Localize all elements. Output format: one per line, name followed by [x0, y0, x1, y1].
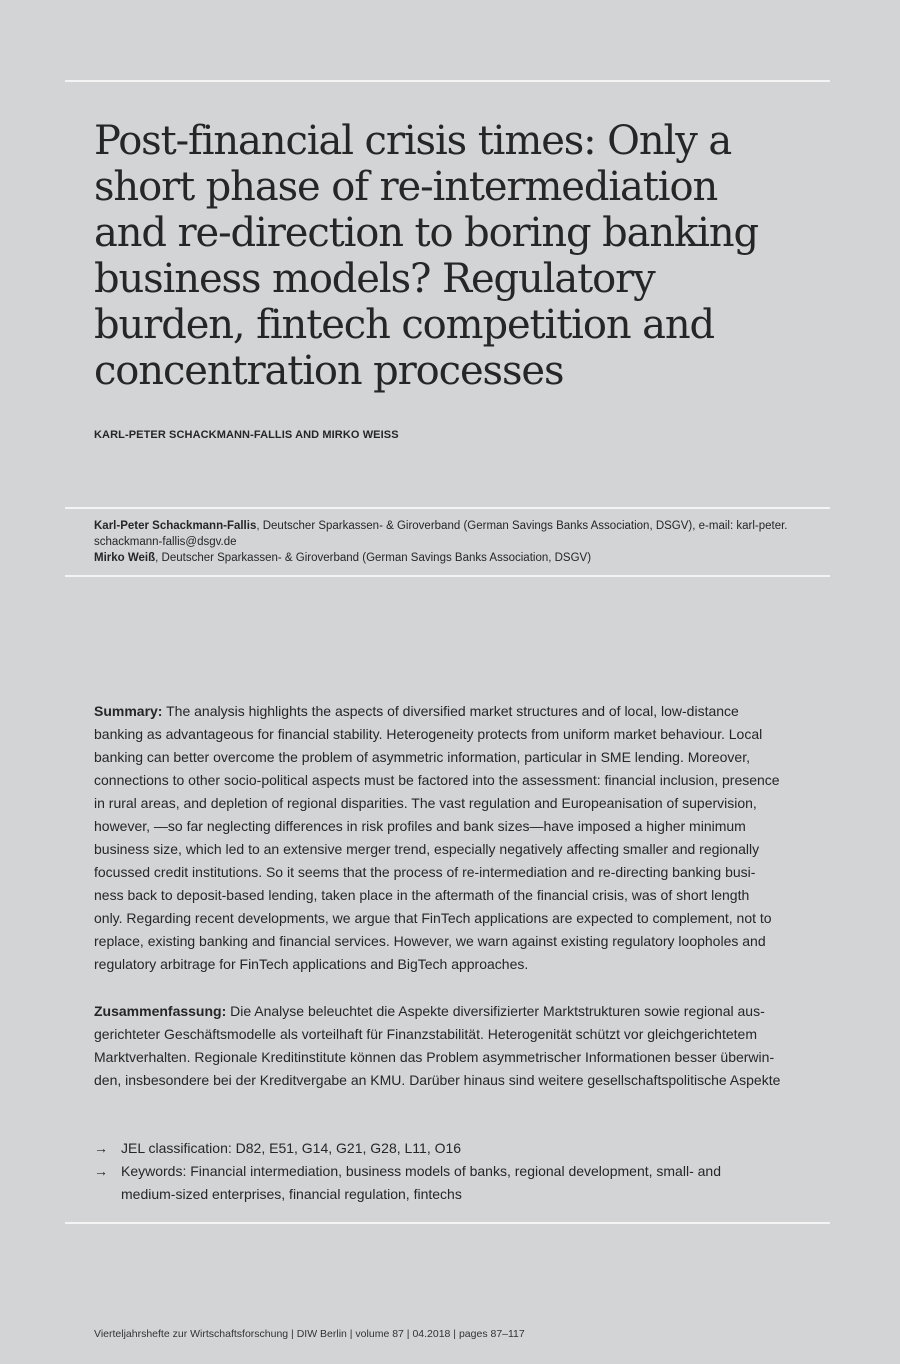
title-line: short phase of re-intermediation — [94, 164, 718, 210]
title-line: and re-direction to boring banking — [94, 210, 759, 256]
summary-label: Summary: — [94, 703, 163, 719]
arrow-right-icon: → — [94, 1163, 108, 1179]
affiliation-author2 — [94, 550, 814, 566]
zusammenfassung-abstract — [94, 1000, 808, 1092]
title-line: concentration processes — [94, 348, 564, 394]
summary-line: banking can better overcome the problem of asymmetric information, particular in SME lending. Moreover, — [94, 749, 750, 765]
zusammenfassung-line — [94, 1000, 808, 1023]
summary-line — [94, 700, 808, 723]
zusammenfassung-line: den, insbesondere bei der Kreditvergabe an KMU. Darüber hinaus sind weitere gesellschaftspolitische Aspekte — [94, 1072, 781, 1088]
summary-line: business size, which led to an extensive merger trend, especially negatively affecting smaller and regionally — [94, 841, 760, 857]
keywords-line: Keywords: Financial intermediation, business models of banks, regional development, small- and — [121, 1163, 721, 1179]
author1-email-cont: schackmann-fallis@dsgv.de — [94, 536, 237, 548]
affiliations — [94, 518, 814, 566]
author1-affiliation: , Deutscher Sparkassen- & Giroverband (German Savings Banks Association, DSGV), e-mail: karl-peter. — [256, 520, 788, 532]
keywords — [94, 1160, 814, 1206]
summary-line: only. Regarding recent developments, we argue that FinTech applications are expected to complement, not to — [94, 910, 772, 926]
author2-affiliation: , Deutscher Sparkassen- & Giroverband (German Savings Banks Association, DSGV) — [155, 552, 592, 564]
keywords-line: medium-sized enterprises, financial regulation, fintechs — [121, 1186, 462, 1202]
top-rule — [65, 80, 830, 82]
title-line: burden, fintech competition and — [94, 302, 715, 348]
summary-line: regulatory arbitrage for FinTech applications and BigTech approaches. — [94, 956, 529, 972]
zusammenfassung-text: Die Analyse beleuchtet die Aspekte diversifizierter Marktstrukturen sowie regional aus- — [226, 1003, 765, 1019]
summary-line: replace, existing banking and financial services. However, we warn against existing regulatory loopholes and — [94, 933, 766, 949]
author-byline: KARL-PETER SCHACKMANN-FALLIS AND MIRKO WEISS — [94, 429, 399, 441]
summary-line: ness back to deposit-based lending, taken place in the aftermath of the financial crisis, was of short length — [94, 887, 750, 903]
summary-line: in rural areas, and depletion of regional disparities. The vast regulation and Europeanisation of supervision, — [94, 795, 757, 811]
summary-line: focussed credit institutions. So it seems that the process of re-intermediation and re-directing banking busi- — [94, 864, 756, 880]
bottom-rule — [65, 1222, 830, 1224]
jel-classification — [94, 1137, 814, 1160]
summary-abstract — [94, 700, 808, 976]
affiliation-bottom-rule — [65, 575, 830, 577]
author2-name: Mirko Weiß — [94, 552, 156, 564]
summary-line: however, —so far neglecting differences in risk profiles and bank sizes—have imposed a higher minimum — [94, 818, 746, 834]
title-line: business models? Regulatory — [94, 256, 655, 302]
zusammenfassung-line: Marktverhalten. Regionale Kreditinstitute können das Problem asymmetrischer Informationen besser überwin- — [94, 1049, 775, 1065]
summary-line: banking as advantageous for financial stability. Heterogeneity protects from uniform market behaviour. Local — [94, 726, 763, 742]
classification-block — [94, 1137, 814, 1206]
arrow-right-icon: → — [94, 1140, 108, 1156]
affiliation-author1 — [94, 518, 814, 534]
affiliation-top-rule — [65, 507, 830, 509]
summary-line: connections to other socio-political aspects must be factored into the assessment: financial inclusion, presence — [94, 772, 780, 788]
zusammenfassung-label: Zusammenfassung: — [94, 1003, 227, 1019]
journal-footer: Vierteljahrshefte zur Wirtschaftsforschung | DIW Berlin | volume 87 | 04.2018 | pages 87–117 — [94, 1328, 525, 1340]
article-title — [94, 118, 814, 394]
summary-text: The analysis highlights the aspects of diversified market structures and of local, low-distance — [162, 703, 739, 719]
title-line: Post-financial crisis times: Only a — [94, 118, 732, 164]
author1-name: Karl-Peter Schackmann-Fallis — [94, 520, 257, 532]
zusammenfassung-line: gerichteter Geschäftsmodelle als vorteilhaft für Finanzstabilität. Heterogenität schützt vor gleichgerichtetem — [94, 1026, 757, 1042]
jel-text: JEL classification: D82, E51, G14, G21, G28, L11, O16 — [121, 1140, 462, 1156]
